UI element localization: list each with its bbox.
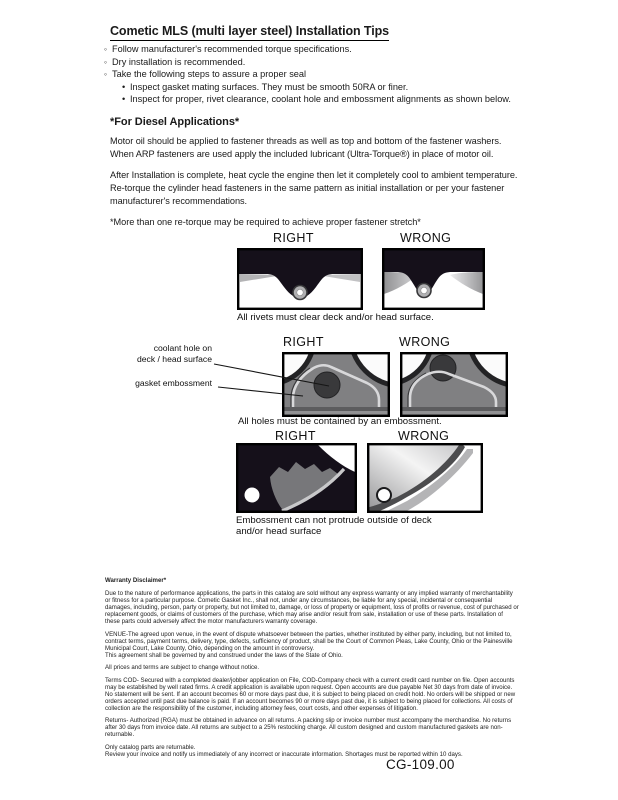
- fig2-coolant-label: coolant hole on deck / head surface: [136, 343, 212, 364]
- legal-paragraph: Returns- Authorized (RGA) must be obtained in advance on all returns. A packing slip or invoice number must accompany the merchandise. No returns after 30 days from invoice date. All returns are subject to a 25% restocking charge. All custom designed and custom manufactured gaskets are non-returnable.: [105, 717, 512, 738]
- legal-paragraph: Only catalog parts are returnable.: [105, 743, 196, 751]
- legal-paragraph: Terms COD- Secured with a completed dealer/jobber application on File, COD-Company check with a current credit card number on file. Open accounts may be established by well rated firms. A credit application is available upon request. Open accounts are due payable Net 30 days from date of invoice. No statement will be sent. If an account becomes 60 or more days past due, it is subject to being placed on credit hold. No orders will be shipped or new orders accepted until past due balance is paid. If an account becomes 90 or more days past due, it is subject to being placed for collections. All costs of collection are the responsibility of the customer, including attorney fees, court costs, and other expenses of litigation.: [105, 676, 516, 712]
- fig1-right-label: RIGHT: [273, 231, 314, 245]
- circle-bullet-icon: ◦: [104, 69, 108, 80]
- legal-heading: Warranty Disclaimer*: [105, 577, 167, 584]
- fig2-embossment-label: gasket embossment: [135, 378, 212, 388]
- legal-paragraph: VENUE-The agreed upon venue, in the event of dispute whatsoever between the parties, whether instituted by either party, including, but not limited to, contract terms, payment terms, delivery, type, defects, sufficiency of product, shall be the Court of Common Pleas, Lake County, Ohio or the Painesville Municipal Court, Lake County, Ohio, depending on the amount in controversy.: [105, 630, 513, 652]
- dot-bullet-icon: •: [122, 81, 126, 92]
- list-item: [104, 68, 534, 81]
- list-item: [104, 43, 534, 56]
- legal-paragraph: This agreement shall be governed by and construed under the laws of the State of Ohio.: [105, 651, 343, 659]
- legal-paragraph: Review your invoice and notify us immediately of any incorrect or inaccurate information. Shortages must be reported within 10 days.: [105, 750, 463, 758]
- section-heading: *For Diesel Applications*: [110, 116, 240, 128]
- fig3-wrong-panel: [367, 443, 483, 513]
- fig1-caption: All rivets must clear deck and/or head surface.: [237, 312, 434, 323]
- fig1-wrong-label: WRONG: [400, 231, 452, 245]
- diesel-section: [110, 116, 520, 237]
- paragraph: After Installation is complete, heat cycle the engine then let it completely cool to ambient temperature. Re-torque the cylinder head fasteners in the same pattern as initial installation or per your fastener manufacturer's recommendations.: [110, 170, 518, 206]
- fig2-leader-lines: [205, 355, 335, 400]
- dot-bullet-icon: •: [122, 94, 126, 105]
- installation-tips-list: [104, 43, 534, 106]
- legal-paragraph: All prices and terms are subject to change without notice.: [105, 664, 260, 671]
- fig2-wrong-panel: [400, 352, 508, 417]
- list-item: [104, 93, 534, 106]
- legal-section: [105, 577, 519, 763]
- circle-bullet-icon: ◦: [104, 56, 108, 67]
- note-text: *More than one re-torque may be required to achieve proper fastener stretch*: [110, 217, 421, 227]
- legal-paragraph: Due to the nature of performance applications, the parts in this catalog are sold without any express warranty or any implied warranty of merchantability or fitness for a particular purpose. Cometic Gasket Inc., shall not, under any circumstances, be liable for any special, incidental or consequential damages, including, person, party or property, but not limited to, damage, or loss of property or equipment, loss of profits or revenue, cost of purchased or replacement goods, or claims of customers of the purchase, which may arise and/or result from sale, installation or use of these parts. Installation of these parts could adversely affect the motor manufacturers warranty coverage.: [105, 590, 519, 625]
- fig2-right-label: RIGHT: [283, 335, 324, 349]
- list-item: [104, 56, 534, 69]
- list-item-text: Dry installation is recommended.: [112, 56, 246, 67]
- list-item-text: Inspect for proper, rivet clearance, coolant hole and embossment alignments as shown below.: [130, 94, 511, 105]
- fig2-caption: All holes must be contained by an embossment.: [238, 416, 442, 427]
- fig1-right-panel: [237, 248, 363, 310]
- page-code: CG-109.00: [386, 757, 455, 772]
- list-item-text: Inspect gasket mating surfaces. They must be smooth 50RA or finer.: [130, 81, 409, 92]
- list-item-text: Take the following steps to assure a proper seal: [112, 69, 307, 80]
- paragraph: Motor oil should be applied to fastener threads as well as top and bottom of the fastener washers. When ARP fasteners are used apply the included lubricant (Ultra-Torque®) in place of motor oil.: [110, 136, 502, 159]
- circle-bullet-icon: ◦: [104, 44, 108, 54]
- fig3-right-label: RIGHT: [275, 429, 316, 443]
- fig3-wrong-label: WRONG: [398, 429, 450, 443]
- fig2-wrong-label: WRONG: [399, 335, 451, 349]
- page-title: Cometic MLS (multi layer steel) Installation Tips: [110, 24, 389, 41]
- fig1-wrong-panel: [382, 248, 485, 310]
- list-item-text: Follow manufacturer's recommended torque specifications.: [112, 44, 352, 54]
- fig3-right-panel: [236, 443, 357, 513]
- list-item: [104, 81, 534, 94]
- fig3-caption: Embossment can not protrude outside of deck and/or head surface: [236, 515, 432, 537]
